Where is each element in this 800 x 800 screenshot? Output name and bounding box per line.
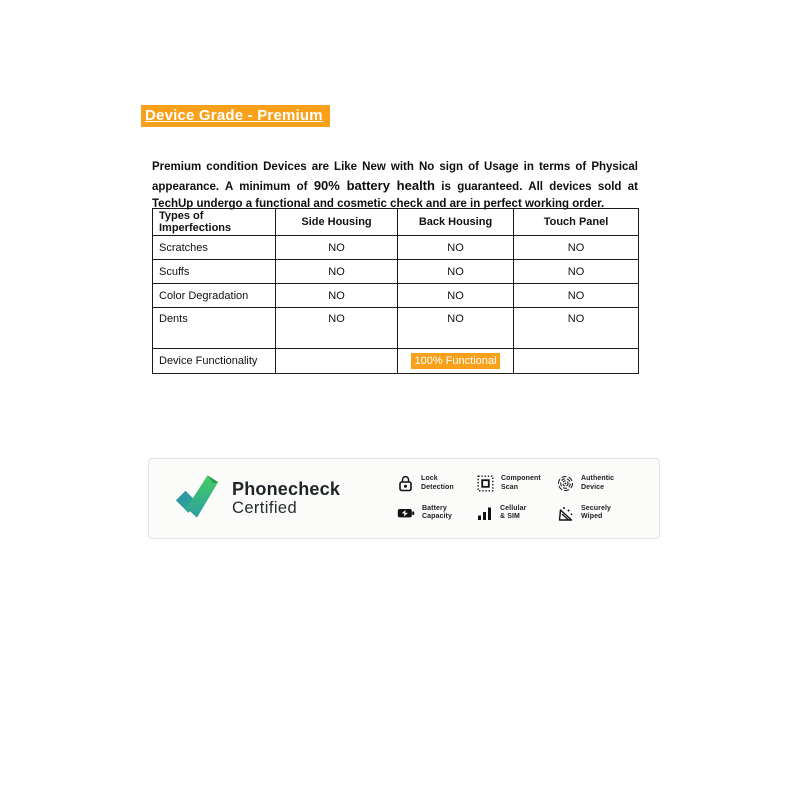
table-row: [153, 260, 639, 284]
feature-cellular-sim: [477, 505, 553, 523]
cell-back: NO: [398, 308, 514, 349]
battery-icon: [397, 506, 415, 520]
feature-label: Securely Wiped: [581, 504, 611, 521]
row-label: Dents: [153, 308, 276, 349]
cell-touch: NO: [514, 260, 639, 284]
cell-back: NO: [398, 260, 514, 284]
cell-back: [398, 349, 514, 374]
cell-touch: NO: [514, 236, 639, 260]
feature-lock-detection: [397, 475, 473, 493]
cell-side: NO: [276, 284, 398, 308]
feature-label: Battery Capacity: [422, 504, 452, 521]
header-touch-panel: Touch Panel: [514, 209, 639, 236]
cell-side: [276, 349, 398, 374]
battery-health-emphasis: 90% battery health: [313, 177, 435, 193]
header-back-housing: Back Housing: [398, 209, 514, 236]
feature-battery-capacity: [397, 505, 473, 523]
grade-description: [152, 159, 638, 213]
brand-name: Phonecheck: [232, 479, 341, 500]
feature-label: Component Scan: [501, 475, 541, 491]
fingerprint-icon: [557, 475, 574, 492]
feature-securely-wiped: [557, 505, 633, 523]
cell-touch: [514, 349, 639, 374]
cell-touch: NO: [514, 308, 639, 349]
page-title: Device Grade - Premium: [141, 105, 330, 127]
brand-subtitle: Certified: [232, 499, 298, 518]
lock-icon: [397, 475, 414, 492]
feature-label: Lock Detection: [421, 475, 454, 491]
component-scan-icon: [477, 475, 494, 492]
phonecheck-brand-text: [232, 479, 340, 518]
cell-back: NO: [398, 236, 514, 260]
checkmark-icon: [173, 473, 221, 525]
feature-label: Authentic Device: [581, 475, 615, 491]
header-side-housing: Side Housing: [276, 209, 398, 236]
signal-bars-icon: [477, 505, 493, 521]
eraser-icon: [557, 505, 574, 522]
certification-features: [397, 475, 633, 522]
imperfections-table: [152, 208, 639, 374]
table-row: [153, 236, 639, 260]
phonecheck-logo: [173, 473, 340, 525]
grade-description-part2: is guaranteed. All devices sold at TechUp undergo a functional and cosmetic check and are in perfect working order.: [152, 180, 639, 210]
row-label: Scuffs: [153, 260, 276, 284]
feature-label: Cellular & SIM: [500, 504, 527, 521]
cell-side: NO: [276, 236, 398, 260]
row-label: Color Degradation: [153, 284, 276, 308]
phonecheck-certified-banner: [148, 458, 660, 539]
header-types-of-imperfections: Types of Imperfections: [153, 209, 276, 236]
table-row-device-functionality: [153, 349, 639, 374]
cell-back: NO: [398, 284, 514, 308]
table-row: [153, 308, 639, 349]
row-label: Device Functionality: [153, 349, 276, 374]
grade-description-part1: Premium condition Devices are Like New with No sign of Usage in terms of Physical appearance. A minimum of: [152, 160, 638, 193]
table-header-row: [153, 209, 639, 236]
table-row: [153, 284, 639, 308]
cell-side: NO: [276, 260, 398, 284]
feature-authentic-device: [557, 475, 633, 493]
cell-touch: NO: [514, 284, 639, 308]
row-label: Scratches: [153, 236, 276, 260]
cell-side: NO: [276, 308, 398, 349]
functional-status-badge: 100% Functional: [411, 353, 501, 369]
feature-component-scan: [477, 475, 553, 493]
